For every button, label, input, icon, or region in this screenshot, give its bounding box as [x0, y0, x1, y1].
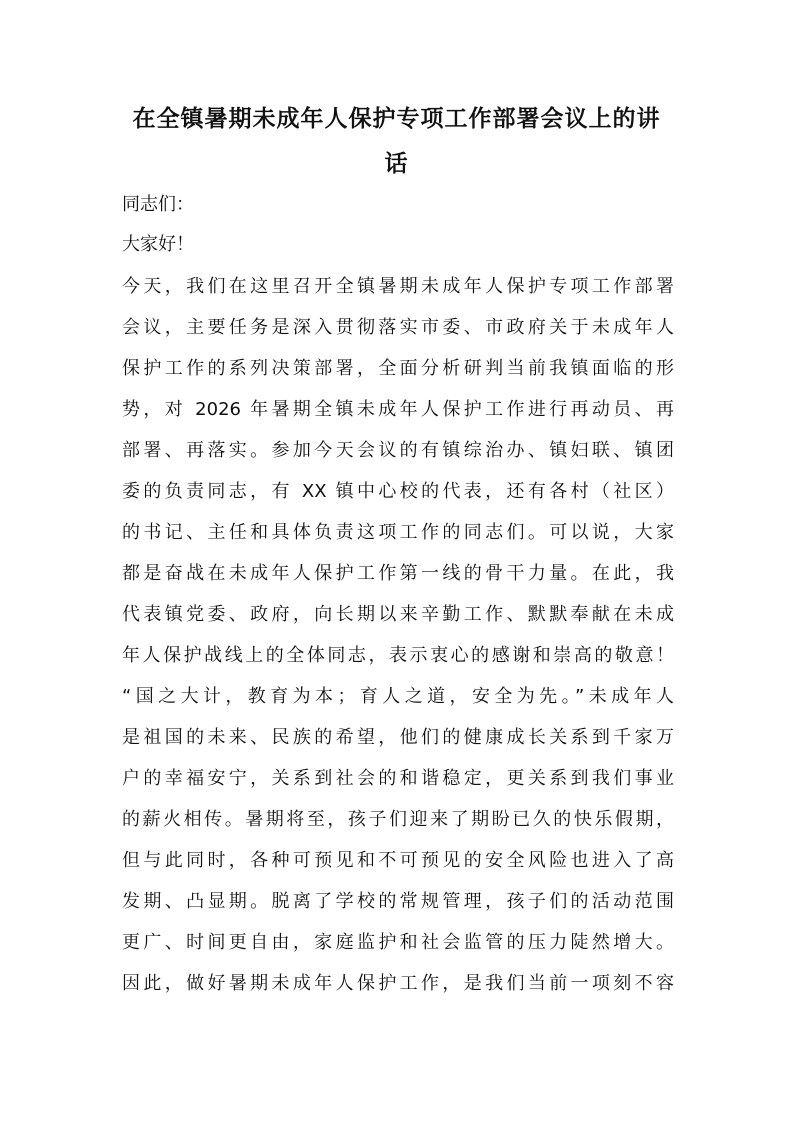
body-line: 部署、再落实。参加今天会议的有镇综治办、镇妇联、镇团 — [122, 440, 674, 461]
body-line: 更广、时间更自由，家庭监护和社会监管的压力陡然增大。 — [122, 932, 674, 953]
body-line: 会议，主要任务是深入贯彻落实市委、市政府关于未成年人 — [122, 317, 674, 338]
body-line: 但与此同时，各种可预见和不可预见的安全风险也进入了高 — [122, 850, 674, 871]
body-line: 户的幸福安宁，关系到社会的和谐稳定，更关系到我们事业 — [122, 768, 674, 789]
body-line: 年人保护战线上的全体同志，表示衷心的感谢和崇高的敬意！ — [122, 645, 674, 666]
body-line: 的薪火相传。暑期将至，孩子们迎来了期盼已久的快乐假期， — [122, 809, 674, 830]
body-line: 势，对 2026 年暑期全镇未成年人保护工作进行再动员、再 — [122, 399, 674, 420]
body-line: 代表镇党委、政府，向长期以来辛勤工作、默默奉献在未成 — [122, 604, 674, 625]
body-line: “国之大计，教育为本；育人之道，安全为先。”未成年人 — [122, 686, 674, 707]
salutation: 同志们： — [122, 194, 194, 215]
greeting: 大家好！ — [122, 234, 194, 255]
document-title-line-1: 在全镇暑期未成年人保护专项工作部署会议上的讲 — [132, 106, 661, 132]
body-line: 都是奋战在未成年人保护工作第一线的骨干力量。在此，我 — [122, 563, 674, 584]
body-line: 因此，做好暑期未成年人保护工作，是我们当前一项刻不容 — [122, 973, 674, 994]
body-line: 的书记、主任和具体负责这项工作的同志们。可以说，大家 — [122, 522, 674, 543]
body-line: 是祖国的未来、民族的希望，他们的健康成长关系到千家万 — [122, 727, 674, 748]
body-line: 今天，我们在这里召开全镇暑期未成年人保护专项工作部署 — [122, 276, 674, 297]
body-line: 保护工作的系列决策部署，全面分析研判当前我镇面临的形 — [122, 358, 674, 379]
document-title-line-2: 话 — [384, 151, 409, 177]
body-line: 委的负责同志，有 XX 镇中心校的代表，还有各村（社区） — [122, 481, 674, 502]
body-line: 发期、凸显期。脱离了学校的常规管理，孩子们的活动范围 — [122, 891, 674, 912]
